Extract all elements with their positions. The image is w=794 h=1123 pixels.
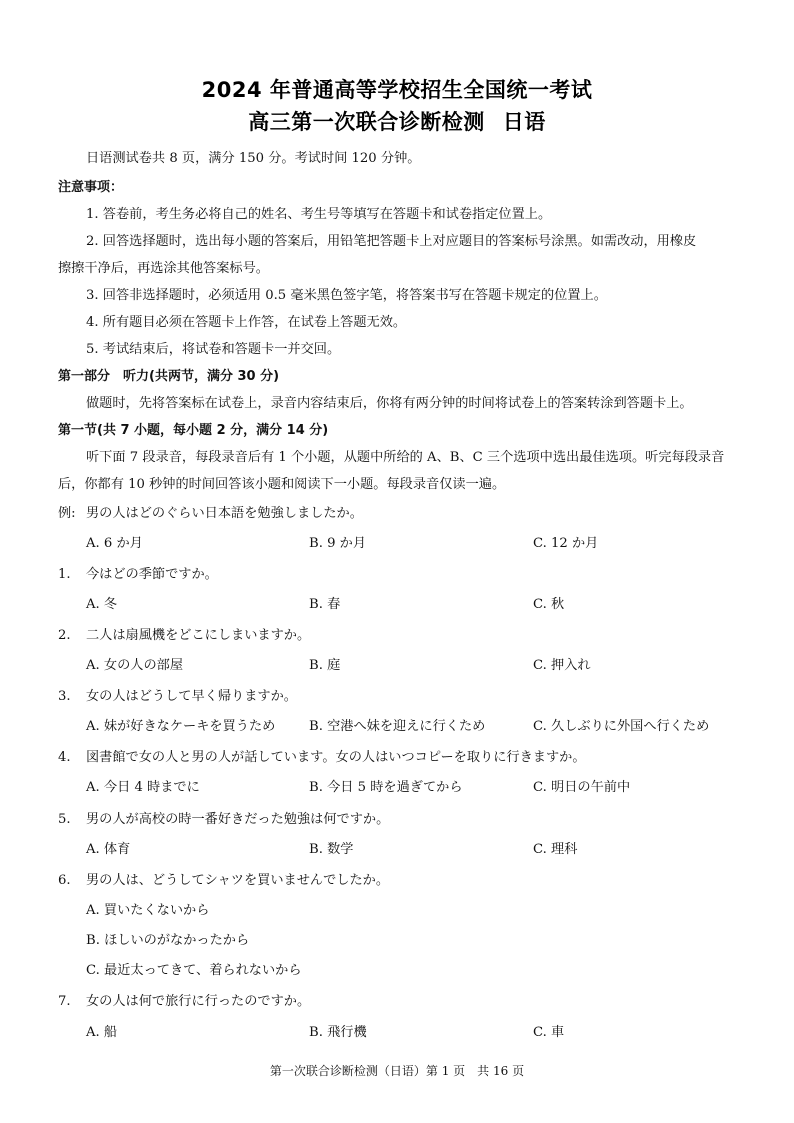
- option-b: B. 飛行機: [309, 1025, 367, 1040]
- option-c: C. 秋: [533, 597, 565, 612]
- notice-heading: 注意事项：: [58, 180, 124, 195]
- option-b: B. 空港へ妹を迎えに行くため: [309, 719, 486, 734]
- question-number: 4.: [58, 750, 71, 765]
- section1-instruction-continued: 后，你都有 10 秒钟的时间回答该小题和阅读下一小题。每段录音仅读一遍。: [58, 477, 506, 492]
- question-text: 図書館で女の人と男の人が話しています。女の人はいつコピーを取りに行きますか。: [86, 750, 586, 765]
- option-b: B. 9 か月: [309, 536, 367, 551]
- option-a: A. 6 か月: [86, 536, 143, 551]
- option-b: B. ほしいのがなかったから: [86, 933, 250, 948]
- question-text: 今はどの季節ですか。: [86, 567, 218, 582]
- question-number: 3.: [58, 689, 71, 704]
- option-b: B. 庭: [309, 658, 341, 673]
- notice-item: 3. 回答非选择题时，必须适用 0.5 毫米黑色签字笔，将答案书写在答题卡规定的位置上。: [86, 288, 607, 303]
- option-a: A. 冬: [86, 597, 118, 612]
- option-c: C. 車: [533, 1025, 565, 1040]
- question-number: 7.: [58, 994, 71, 1009]
- subject-name: 日语: [502, 110, 546, 134]
- section1-heading: 第一节(共 7 小题，每小题 2 分，满分 14 分): [58, 423, 329, 438]
- question-text: 男の人が高校の時一番好きだった勉強は何ですか。: [86, 812, 390, 827]
- option-a: A. 女の人の部屋: [86, 658, 184, 673]
- question-text: 二人は扇風機をどこにしまいますか。: [86, 628, 311, 643]
- notice-item: 4. 所有题目必须在答题卡上作答，在试卷上答题无效。: [86, 315, 407, 330]
- option-a: A. 体育: [86, 842, 131, 857]
- option-a: A. 妹が好きなケーキを買うため: [86, 719, 276, 734]
- question-text: 男の人はどのぐらい日本語を勉強しましたか。: [86, 506, 363, 521]
- option-c: C. 12 か月: [533, 536, 599, 551]
- question-text: 女の人はどうして早く帰りますか。: [86, 689, 297, 704]
- part1-heading: 第一部分 听力(共两节，满分 30 分): [58, 369, 280, 384]
- option-c: C. 久しぶりに外国へ行くため: [533, 719, 710, 734]
- section1-instruction: 听下面 7 段录音，每段录音后有 1 个小题，从题中所给的 A、B、C 三个选项中选出最佳选项。听完每段录音: [86, 450, 725, 465]
- option-c: C. 押入れ: [533, 658, 591, 673]
- option-b: B. 数学: [309, 842, 354, 857]
- question-number: 例:: [58, 506, 76, 521]
- option-b: B. 今日 5 時を過ぎてから: [309, 780, 463, 795]
- option-c: C. 明日の午前中: [533, 780, 631, 795]
- exam-title: 2024 年普通高等学校招生全国统一考试: [201, 78, 593, 102]
- notice-item: 5. 考试结束后，将试卷和答题卡一并交回。: [86, 342, 341, 357]
- question-number: 1.: [58, 567, 71, 582]
- option-a: A. 船: [86, 1025, 118, 1040]
- question-text: 女の人は何で旅行に行ったのですか。: [86, 994, 311, 1009]
- subtitle-main: 高三第一次联合诊断检测: [248, 110, 485, 134]
- question-number: 6.: [58, 873, 71, 888]
- option-c: C. 最近太ってきて、着られないから: [86, 963, 302, 978]
- notice-item: 2. 回答选择题时，选出每小题的答案后，用铅笔把答题卡上对应题目的答案标号涂黑。如需改动，用橡皮: [86, 234, 697, 249]
- option-c: C. 理科: [533, 842, 578, 857]
- notice-item: 1. 答卷前，考生务必将自己的姓名、考生号等填写在答题卡和试卷指定位置上。: [86, 207, 552, 222]
- intro-text: 日语测试卷共 8 页，满分 150 分。考试时间 120 分钟。: [86, 151, 421, 166]
- exam-subtitle: [0, 106, 794, 136]
- page-footer: 第一次联合诊断检测（日语）第 1 页 共 16 页: [269, 1064, 525, 1078]
- part1-instruction: 做题时，先将答案标在试卷上，录音内容结束后，你将有两分钟的时间将试卷上的答案转涂到答题卡上。: [86, 396, 693, 411]
- notice-item-continued: 擦擦干净后，再选涂其他答案标号。: [58, 261, 269, 276]
- question-text: 男の人は、どうしてシャツを買いませんでしたか。: [86, 873, 390, 888]
- option-b: B. 春: [309, 597, 341, 612]
- question-number: 2.: [58, 628, 71, 643]
- question-number: 5.: [58, 812, 71, 827]
- option-a: A. 買いたくないから: [86, 903, 210, 918]
- option-a: A. 今日 4 時までに: [86, 780, 200, 795]
